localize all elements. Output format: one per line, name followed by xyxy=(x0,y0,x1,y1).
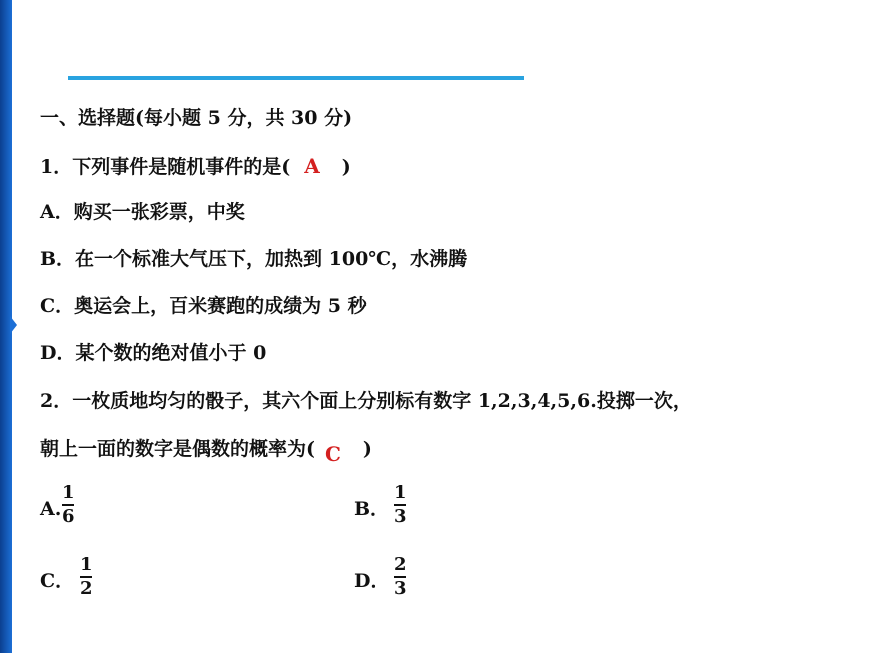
fraction-numerator: 1 xyxy=(62,482,75,503)
question-1-answer: A xyxy=(304,154,320,178)
question-1-option-b: B．在一个标准大气压下，加热到 100℃，水沸腾 xyxy=(40,248,468,270)
question-2-option-a-label: A. xyxy=(40,498,62,520)
question-2-option-b-fraction xyxy=(394,483,407,527)
question-2-line-2 xyxy=(40,436,372,466)
question-1-option-d: D．某个数的绝对值小于 0 xyxy=(40,342,267,364)
question-2-answer: C xyxy=(325,442,341,466)
question-2-option-a-fraction xyxy=(62,483,75,527)
fraction-denominator: 3 xyxy=(394,578,407,599)
question-1-text: 1．下列事件是随机事件的是( xyxy=(40,156,291,178)
question-1-option-a: A．购买一张彩票，中奖 xyxy=(40,201,245,223)
fraction-denominator: 6 xyxy=(62,506,75,527)
header-rule xyxy=(68,76,524,80)
section-title: 一、选择题(每小题 5 分，共 30 分) xyxy=(40,107,353,129)
question-2-option-d-label: D． xyxy=(354,570,390,592)
fraction-numerator: 1 xyxy=(80,554,93,575)
fraction-denominator: 2 xyxy=(80,578,93,599)
question-2-text: 朝上一面的数字是偶数的概率为( xyxy=(40,438,315,460)
question-2-option-c-fraction xyxy=(80,555,93,599)
fraction-denominator: 3 xyxy=(394,506,407,527)
question-2-option-b-label: B． xyxy=(354,498,390,520)
fraction-numerator: 1 xyxy=(394,482,407,503)
question-1-close: ) xyxy=(341,156,351,178)
question-1-option-c: C．奥运会上，百米赛跑的成绩为 5 秒 xyxy=(40,295,367,317)
question-1-stem xyxy=(40,154,351,179)
question-2-close: ) xyxy=(362,438,372,460)
left-accent-notch xyxy=(10,316,17,334)
question-2-option-d-fraction xyxy=(394,555,407,599)
fraction-numerator: 2 xyxy=(394,554,407,575)
question-2-line-1: 2．一枚质地均匀的骰子，其六个面上分别标有数字 1,2,3,4,5,6.投掷一次， xyxy=(40,390,692,412)
question-2-option-c-label: C． xyxy=(40,570,75,592)
